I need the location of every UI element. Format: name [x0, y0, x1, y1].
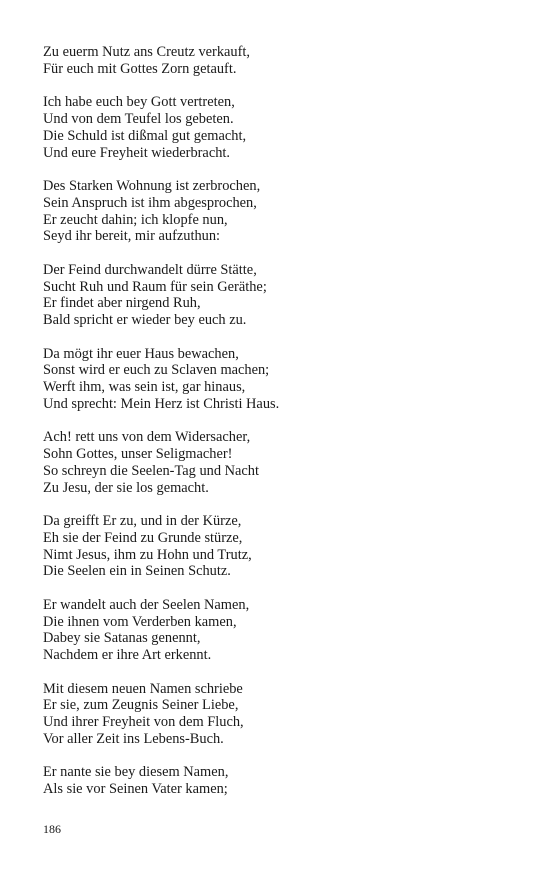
stanza-6 — [43, 429, 523, 496]
verse-line: Die ihnen vom Verderben kamen, — [43, 613, 237, 630]
verse-line: Ich habe euch bey Gott vertreten, — [43, 94, 235, 111]
stanza-10 — [43, 764, 523, 798]
verse-line: Für euch mit Gottes Zorn getauft. — [43, 60, 237, 77]
verse-line: Da mögt ihr euer Haus bewachen, — [43, 345, 239, 362]
stanza-8 — [43, 597, 523, 664]
verse-line: Ach! rett uns von dem Widersacher, — [43, 429, 251, 446]
verse-line: Des Starken Wohnung ist zerbrochen, — [43, 177, 261, 194]
poem-text — [43, 44, 523, 815]
stanza-5 — [43, 346, 523, 413]
stanza-9 — [43, 681, 523, 748]
verse-line: Und ihrer Freyheit von dem Fluch, — [43, 714, 244, 731]
verse-line: Er findet aber nirgend Ruh, — [43, 295, 201, 312]
verse-line: So schreyn die Seelen-Tag und Nacht — [43, 462, 259, 479]
verse-line: Er zeucht dahin; ich klopfe nun, — [43, 211, 228, 228]
stanza-7 — [43, 513, 523, 580]
verse-line: Er nante sie bey diesem Namen, — [43, 764, 229, 781]
verse-line: Dabey sie Satanas genennt, — [43, 630, 201, 647]
verse-line: Die Schuld ist dißmal gut gemacht, — [43, 127, 247, 144]
stanza-1 — [43, 44, 523, 78]
verse-line: Er sie, zum Zeugnis Seiner Liebe, — [43, 697, 239, 714]
verse-line: Vor aller Zeit ins Lebens-Buch. — [43, 731, 224, 748]
verse-line: Und von dem Teufel los gebeten. — [43, 110, 234, 127]
verse-line: Sucht Ruh und Raum für sein Geräthe; — [43, 278, 267, 295]
verse-line: Und eure Freyheit wiederbracht. — [43, 144, 231, 161]
verse-line: Er wandelt auch der Seelen Namen, — [43, 596, 250, 613]
stanza-2 — [43, 94, 523, 161]
verse-line: Als sie vor Seinen Vater kamen; — [43, 781, 228, 798]
verse-line: Bald spricht er wieder bey euch zu. — [43, 312, 247, 329]
verse-line: Die Seelen ein in Seinen Schutz. — [43, 563, 231, 580]
verse-line: Sonst wird er euch zu Sclaven machen; — [43, 362, 270, 379]
page-number: 186 — [43, 822, 61, 836]
verse-line: Seyd ihr bereit, mir aufzuthun: — [43, 228, 221, 245]
verse-line: Da greifft Er zu, und in der Kürze, — [43, 513, 242, 530]
verse-line: Der Feind durchwandelt dürre Stätte, — [43, 261, 257, 278]
verse-line: Nimt Jesus, ihm zu Hohn und Trutz, — [43, 546, 252, 563]
verse-line: Und sprecht: Mein Herz ist Christi Haus. — [43, 395, 280, 412]
verse-line: Sein Anspruch ist ihm abgesprochen, — [43, 194, 257, 211]
verse-line: Mit diesem neuen Namen schriebe — [43, 680, 243, 697]
verse-line: Nachdem er ihre Art erkennt. — [43, 647, 212, 664]
verse-line: Zu euerm Nutz ans Creutz verkauft, — [43, 44, 250, 60]
verse-line: Zu Jesu, der sie los gemacht. — [43, 479, 209, 496]
stanza-4 — [43, 262, 523, 329]
stanza-3 — [43, 178, 523, 245]
verse-line: Eh sie der Feind zu Grunde stürze, — [43, 529, 243, 546]
verse-line: Werft ihm, was sein ist, gar hinaus, — [43, 379, 246, 396]
verse-line: Sohn Gottes, unser Seligmacher! — [43, 446, 233, 463]
